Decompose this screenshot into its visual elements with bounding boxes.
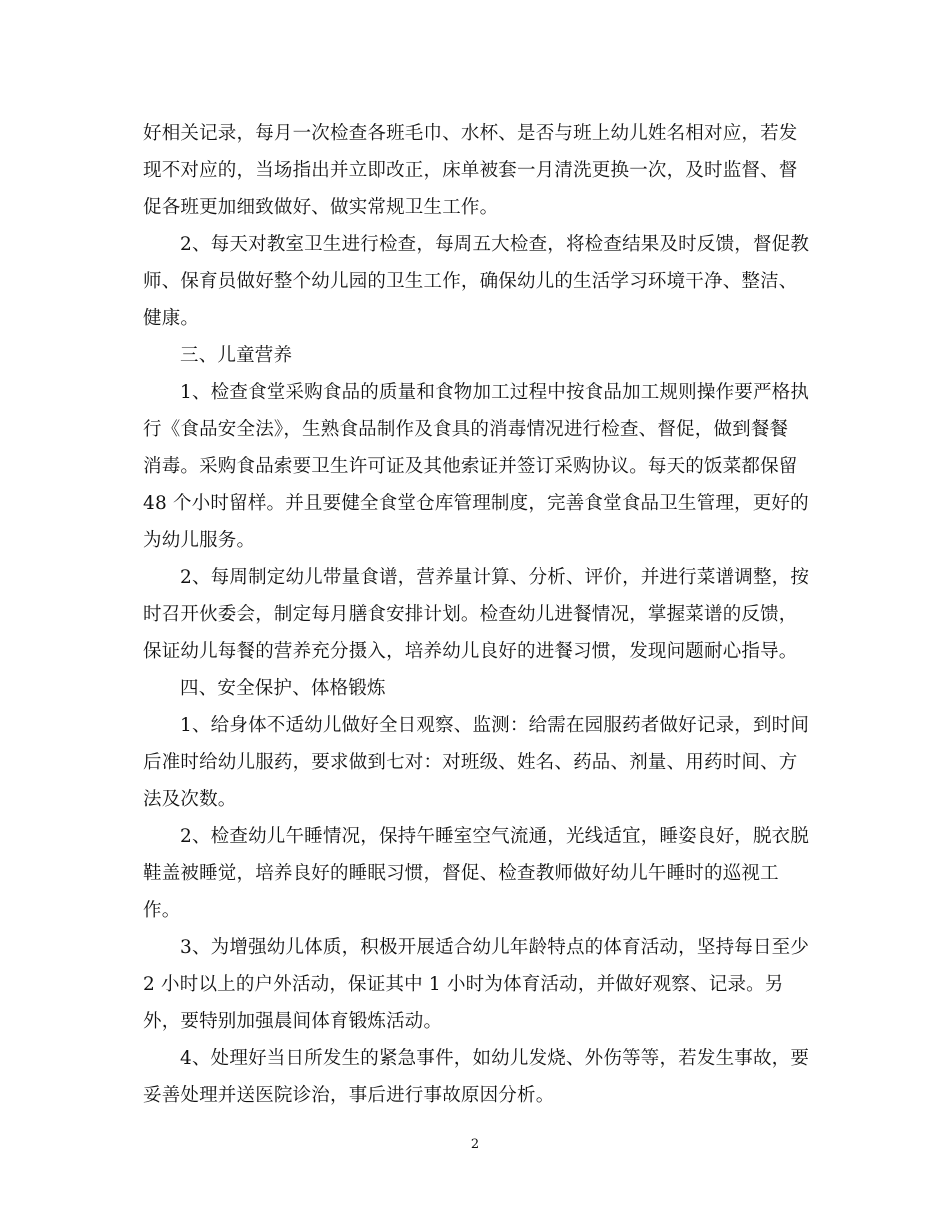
paragraph-start: 2、检查幼儿午睡情况，保持午睡室空气流通，光线适宜，睡姿良好，脱衣脱 (180, 826, 810, 847)
text-line: 促各班更加细致做好、做实常规卫生工作。 (143, 197, 499, 218)
paragraph-start: 4、处理好当日所发生的紧急事件，如幼儿发烧、外伤等等，若发生事故，要 (180, 1048, 810, 1069)
paragraph-start: 1、检查食堂采购食品的质量和食物加工过程中按食品加工规则操作要严格执 (180, 382, 810, 403)
text-line: 健康。 (143, 308, 200, 329)
text-line: 现不对应的，当场指出并立即改正，床单被套一月清洗更换一次，及时监督、督 (143, 160, 798, 181)
text-line: 消毒。采购食品索要卫生许可证及其他索证并签订采购协议。每天的饭菜都保留 (143, 456, 798, 477)
text-line: 为幼儿服务。 (143, 530, 256, 551)
text-line: 法及次数。 (143, 789, 237, 810)
section-heading: 三、儿童营养 (180, 345, 293, 366)
text-line: 师、保育员做好整个幼儿园的卫生工作，确保幼儿的生活学习环境干净、整洁、 (143, 271, 798, 292)
paragraph-start: 3、为增强幼儿体质，积极开展适合幼儿年龄特点的体育活动，坚持每日至少 (180, 937, 810, 958)
text-line: 妥善处理并送医院诊治，事后进行事故原因分析。 (143, 1085, 555, 1106)
text-line: 行《食品安全法》，生熟食品制作及食具的消毒情况进行检查、督促，做到餐餐 (143, 419, 789, 440)
text-line: 2 小时以上的户外活动，保证其中 1 小时为体育活动，并做好观察、记录。另 (143, 974, 784, 995)
text-line: 作。 (143, 900, 181, 921)
text-line: 48 个小时留样。并且要健全食堂仓库管理制度，完善食堂食品卫生管理，更好的 (143, 493, 809, 514)
paragraph-start: 1、给身体不适幼儿做好全日观察、监测：给需在园服药者做好记录，到时间 (180, 715, 810, 736)
text-line: 时召开伙委会，制定每月膳食安排计划。检查幼儿进餐情况，掌握菜谱的反馈， (143, 604, 798, 625)
text-line: 鞋盖被睡觉，培养良好的睡眠习惯，督促、检查教师做好幼儿午睡时的巡视工 (143, 863, 779, 884)
section-heading: 四、安全保护、体格锻炼 (180, 678, 386, 699)
paragraph-start: 2、每周制定幼儿带量食谱，营养量计算、分析、评价，并进行菜谱调整，按 (180, 567, 810, 588)
text-line: 保证幼儿每餐的营养充分摄入，培养幼儿良好的进餐习惯，发现问题耐心指导。 (143, 641, 798, 662)
text-line: 外，要特别加强晨间体育锻炼活动。 (143, 1011, 443, 1032)
text-line: 后准时给幼儿服药，要求做到七对：对班级、姓名、药品、剂量、用药时间、方 (143, 752, 798, 773)
page-number: 2 (470, 1137, 480, 1152)
text-line: 好相关记录，每月一次检查各班毛巾、水杯、是否与班上幼儿姓名相对应，若发 (143, 123, 798, 144)
paragraph-start: 2、每天对教室卫生进行检查，每周五大检查，将检查结果及时反馈，督促教 (180, 234, 810, 255)
